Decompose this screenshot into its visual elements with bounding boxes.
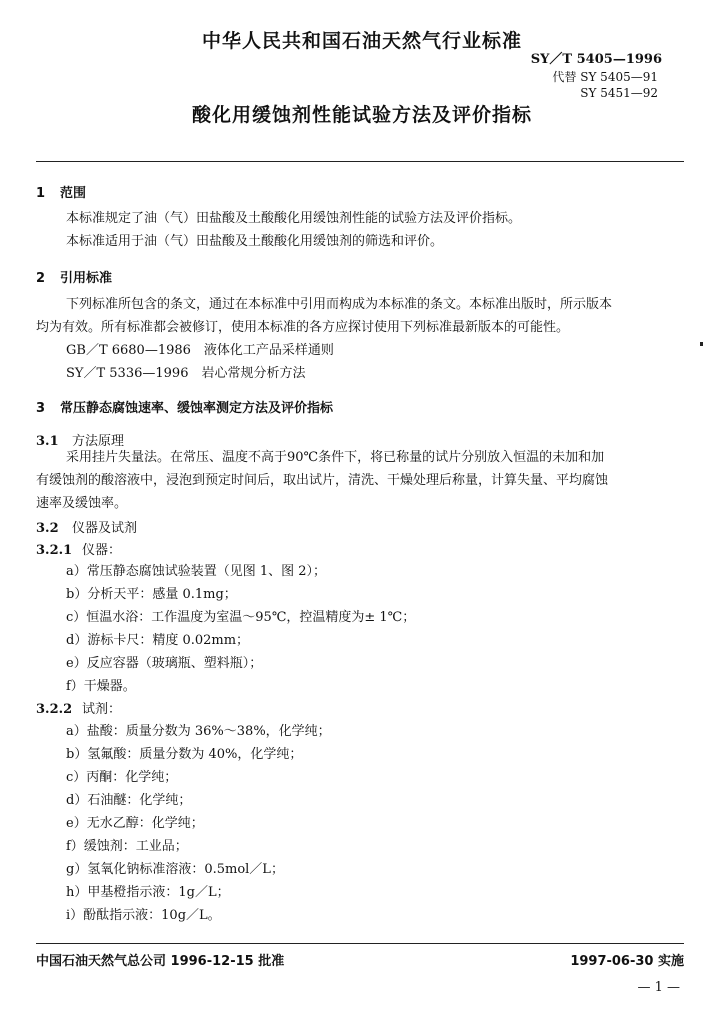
section-3-1-para-line-1: 采用挂片失量法。在常压、温度不高于90℃条件下，将已称量的试片分别放入恒温的未加和加 bbox=[66, 450, 605, 465]
standard-category-title: 中华人民共和国石油天然气行业标准 bbox=[201, 30, 522, 52]
subsection-title: 仪器及试剂 bbox=[72, 521, 138, 536]
subsection-title: 仪器： bbox=[82, 543, 122, 558]
footer-divider bbox=[36, 943, 684, 944]
reagent-item-g: g）氢氧化钠标准溶液：0.5mol／L； bbox=[66, 862, 284, 877]
reagent-item-c: c）丙酮：化学纯； bbox=[66, 770, 178, 785]
subsection-title: 试剂： bbox=[82, 702, 122, 717]
header-divider bbox=[36, 161, 684, 162]
section-3-1-para-line-3: 速率及缓蚀率。 bbox=[36, 496, 128, 511]
reagent-item-f: f）缓蚀剂：工业品； bbox=[66, 839, 188, 854]
instrument-item-b: b）分析天平：感量 0.1mg； bbox=[66, 587, 237, 602]
section-3-heading bbox=[36, 397, 333, 416]
subsection-title: 方法原理 bbox=[72, 434, 125, 449]
replaces-code-1: 代替 SY 5405—91 bbox=[552, 70, 658, 84]
approval-line: 中国石油天然气总公司 1996-12-15 批准 bbox=[36, 954, 285, 969]
section-2-heading bbox=[36, 267, 112, 286]
implementation-date: 1997-06-30 实施 bbox=[570, 954, 684, 969]
replaces-code-2: SY 5451—92 bbox=[580, 86, 658, 100]
subsection-number: 3.1 bbox=[36, 434, 59, 449]
section-1-para-2: 本标准适用于油（气）田盐酸及土酸酸化用缓蚀剂的筛选和评价。 bbox=[66, 234, 444, 249]
reagent-item-d: d）石油醚：化学纯； bbox=[66, 793, 192, 808]
section-1-heading bbox=[36, 182, 86, 201]
section-number: 2 bbox=[36, 271, 46, 286]
reference-standard-2: SY／T 5336—1996 岩心常规分析方法 bbox=[66, 366, 306, 381]
section-title: 引用标准 bbox=[60, 271, 113, 286]
scan-mark bbox=[700, 342, 703, 346]
subsection-3-2-2-heading bbox=[36, 698, 121, 717]
instrument-item-e: e）反应容器（玻璃瓶、塑料瓶）； bbox=[66, 656, 263, 671]
subsection-number: 3.2.1 bbox=[36, 543, 73, 558]
reagent-item-i: i）酚酞指示液：10g／L。 bbox=[66, 908, 221, 923]
section-title: 范围 bbox=[60, 186, 87, 201]
reagent-item-a: a）盐酸：质量分数为 36%～38%，化学纯； bbox=[66, 724, 331, 739]
section-1-para-1: 本标准规定了油（气）田盐酸及土酸酸化用缓蚀剂性能的试验方法及评价指标。 bbox=[66, 211, 522, 226]
section-3-1-para-line-2: 有缓蚀剂的酸溶液中，浸泡到预定时间后，取出试片，清洗、干燥处理后称量，计算失量、平均腐蚀 bbox=[36, 473, 609, 488]
document-title: 酸化用缓蚀剂性能试验方法及评价指标 bbox=[191, 104, 532, 126]
section-title: 常压静态腐蚀速率、缓蚀率测定方法及评价指标 bbox=[60, 401, 334, 416]
reagent-item-e: e）无水乙醇：化学纯； bbox=[66, 816, 204, 831]
subsection-3-2-heading bbox=[36, 517, 137, 536]
section-2-para-line-1: 下列标准所包含的条文，通过在本标准中引用而构成为本标准的条文。本标准出版时，所示版本 bbox=[66, 297, 613, 312]
reagent-item-h: h）甲基橙指示液：1g／L； bbox=[66, 885, 230, 900]
section-2-para-line-2: 均为有效。所有标准都会被修订，使用本标准的各方应探讨使用下列标准最新版本的可能性。 bbox=[36, 320, 570, 335]
standard-code: SY／T 5405—1996 bbox=[530, 52, 662, 67]
reagent-item-b: b）氢氟酸：质量分数为 40%，化学纯； bbox=[66, 747, 303, 762]
section-number: 3 bbox=[36, 401, 46, 416]
subsection-3-2-1-heading bbox=[36, 539, 121, 558]
subsection-number: 3.2 bbox=[36, 521, 59, 536]
instrument-item-a: a）常压静态腐蚀试验装置（见图 1、图 2）； bbox=[66, 564, 327, 579]
page-number: — 1 — bbox=[637, 980, 680, 995]
instrument-item-d: d）游标卡尺：精度 0.02mm； bbox=[66, 633, 250, 648]
instrument-item-f: f）干燥器。 bbox=[66, 679, 136, 694]
subsection-number: 3.2.2 bbox=[36, 702, 73, 717]
section-number: 1 bbox=[36, 186, 46, 201]
instrument-item-c: c）恒温水浴：工作温度为室温～95℃，控温精度为± 1℃； bbox=[66, 610, 416, 625]
reference-standard-1: GB／T 6680—1986 液体化工产品采样通则 bbox=[66, 343, 334, 358]
